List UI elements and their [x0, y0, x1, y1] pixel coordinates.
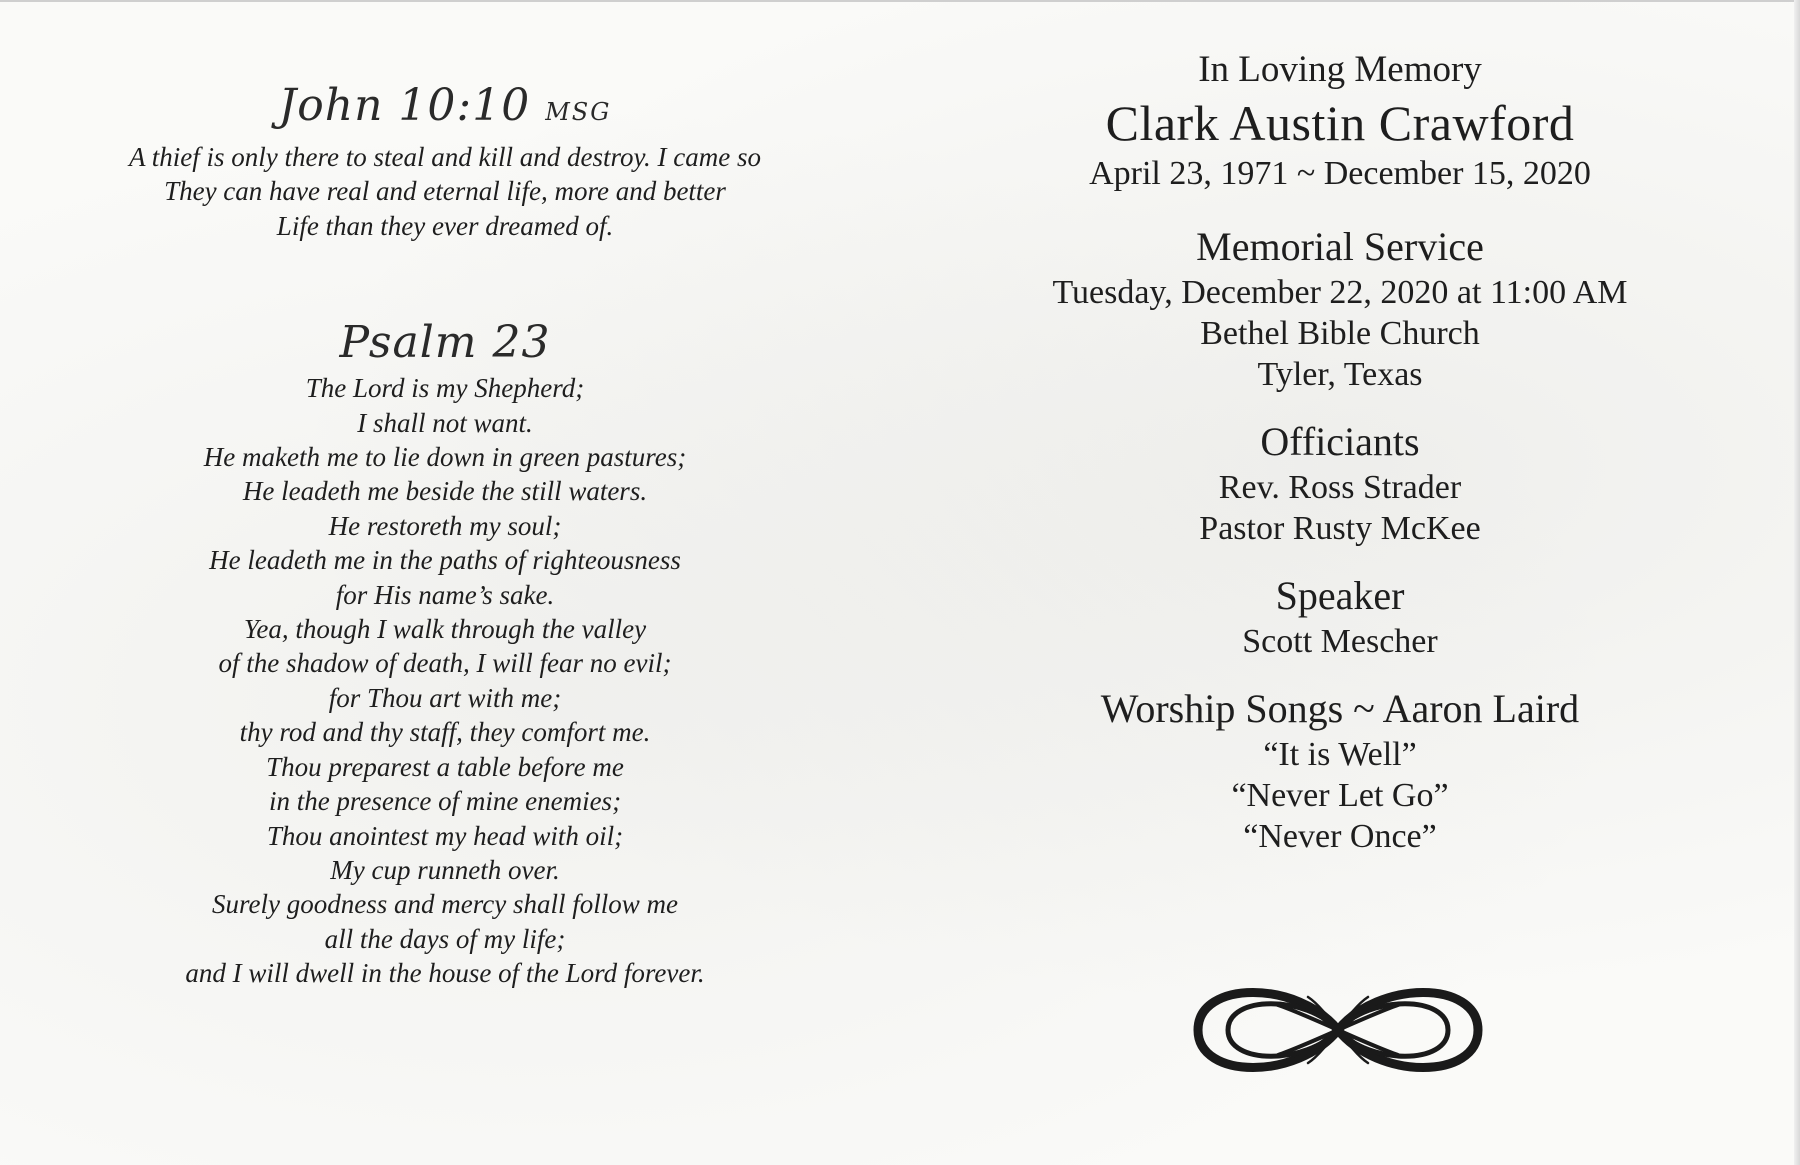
song-title: “Never Let Go” — [1231, 777, 1449, 814]
psalm-line: for Thou art with me; — [328, 682, 562, 713]
john-line: A thief is only there to steal and kill and destroy. I came so — [129, 142, 761, 172]
service-church: Bethel Bible Church — [1200, 315, 1480, 352]
deceased-name: Clark Austin Crawford — [1105, 95, 1575, 151]
psalm-line: all the days of my life; — [324, 923, 566, 954]
john-title-ref: John 10:10 — [278, 80, 531, 131]
memorial-panel — [990, 46, 1690, 857]
officiants-heading: Officiants — [1260, 419, 1420, 464]
right-edge — [1794, 0, 1800, 1165]
speaker-heading: Speaker — [1275, 573, 1405, 618]
psalm-text — [40, 371, 850, 990]
psalm-line: He maketh me to lie down in green pastures; — [203, 442, 687, 473]
psalm-line: The Lord is my Shepherd; — [305, 373, 585, 404]
speaker-name: Scott Mescher — [1242, 623, 1438, 660]
john-title-version: MSG — [545, 98, 612, 126]
psalm-line: Surely goodness and mercy shall follow me — [212, 889, 678, 920]
song-title: “Never Once” — [1243, 818, 1437, 855]
scripture-panel — [40, 78, 850, 991]
psalm-line: Thou preparest a table before me — [266, 751, 624, 782]
john-title — [40, 78, 850, 140]
top-edge — [0, 0, 1800, 2]
service-datetime: Tuesday, December 22, 2020 at 11:00 AM — [1052, 274, 1628, 311]
officiant-name: Pastor Rusty McKee — [1199, 510, 1481, 547]
psalm-line: He restoreth my soul; — [328, 510, 562, 541]
service-heading: Memorial Service — [1196, 224, 1484, 269]
life-dates: April 23, 1971 ~ December 15, 2020 — [1089, 155, 1591, 192]
song-title: “It is Well” — [1263, 736, 1417, 773]
infinity-knot-icon — [1178, 975, 1498, 1085]
john-line: They can have real and eternal life, more and better — [164, 176, 726, 207]
officiant-name: Rev. Ross Strader — [1218, 469, 1462, 506]
service-city: Tyler, Texas — [1257, 356, 1423, 393]
john-line: Life than they ever dreamed of. — [276, 210, 614, 241]
psalm-line: of the shadow of death, I will fear no evil; — [218, 648, 672, 679]
psalm-line: Thou anointest my head with oil; — [266, 820, 624, 851]
psalm-line: He leadeth me in the paths of righteousness — [209, 545, 681, 576]
in-loving-memory: In Loving Memory — [1198, 49, 1482, 90]
psalm-line: in the presence of mine enemies; — [268, 786, 622, 817]
psalm-line: Yea, though I walk through the valley — [243, 614, 647, 645]
psalm-line: My cup runneth over. — [330, 854, 560, 885]
psalm-line: I shall not want. — [357, 407, 533, 438]
worship-heading: Worship Songs ~ Aaron Laird — [1100, 686, 1580, 731]
psalm-line: for His name’s sake. — [335, 579, 555, 610]
psalm-title: Psalm 23 — [339, 317, 551, 369]
john-verse — [40, 140, 850, 243]
psalm-line: He leadeth me beside the still waters. — [242, 476, 648, 507]
psalm-line: thy rod and thy staff, they comfort me. — [239, 717, 651, 748]
psalm-line: and I will dwell in the house of the Lord forever. — [185, 958, 705, 989]
